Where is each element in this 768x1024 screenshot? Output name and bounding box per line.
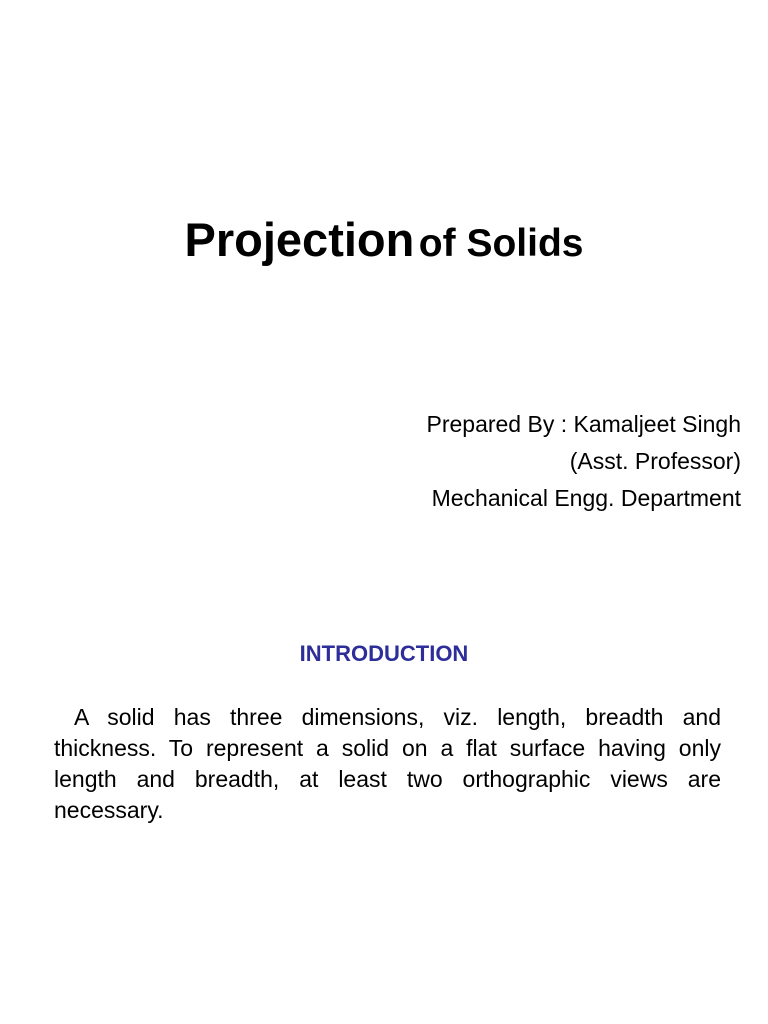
title-main: Projection [184, 213, 415, 266]
author-name: Prepared By : Kamaljeet Singh [426, 411, 741, 437]
introduction-paragraph: A solid has three dimensions, viz. length, breadth and thickness. To represent a solid on a flat surface having only length and breadth, at least two orthographic views are necessary. [54, 704, 721, 823]
author-designation: (Asst. Professor) [569, 448, 741, 474]
author-department: Mechanical Engg. Department [431, 485, 741, 511]
author-block [241, 406, 741, 517]
section-heading-introduction: INTRODUCTION [299, 641, 469, 666]
title-sub: of Solids [418, 222, 584, 265]
page-title [0, 212, 768, 267]
